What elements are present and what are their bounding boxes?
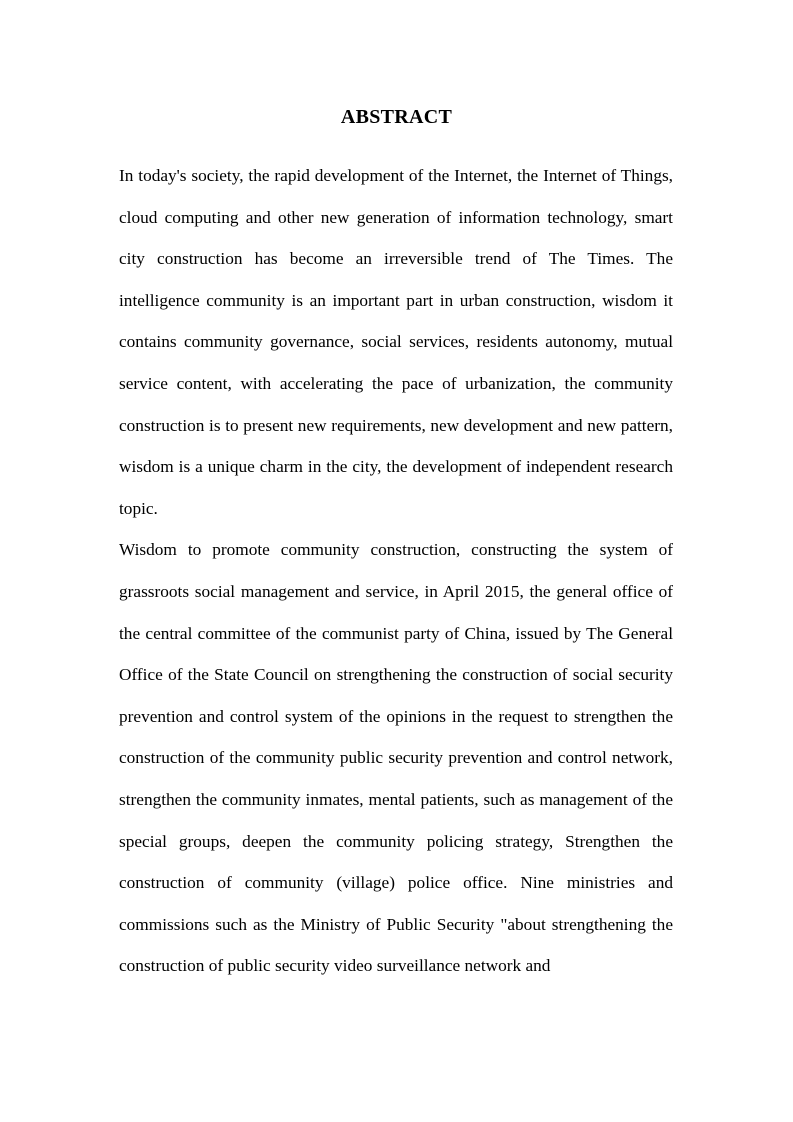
abstract-paragraph-1: In today's society, the rapid development of the Internet, the Internet of Things, cloud computing and other new generation of information technology, smart city construction has become an irreversible trend of The Times. The intelligence community is an important part in urban construction, wisdom it contains community governance, social services, residents autonomy, mutual service content, with accelerating the pace of urbanization, the community construction is to present new requirements, new development and new pattern, wisdom is a unique charm in the city, the development of independent research topic. — [119, 166, 673, 518]
abstract-title: ABSTRACT — [340, 106, 453, 128]
abstract-paragraph-2: Wisdom to promote community construction, constructing the system of grassroots social management and service, in April 2015, the general office of the central committee of the communist party of China, issued by The General Office of the State Council on strengthening the construction of social security prevention and control system of the opinions in the request to strengthen the construction of the community public security prevention and control network, strengthen the community inmates, mental patients, such as management of the special groups, deepen the community policing strategy, Strengthen the construction of community (village) police office. Nine ministries and commissions such as the Ministry of Public Security "about strengthening the construction of public security video surveillance network and — [119, 540, 673, 976]
abstract-body — [119, 155, 673, 987]
